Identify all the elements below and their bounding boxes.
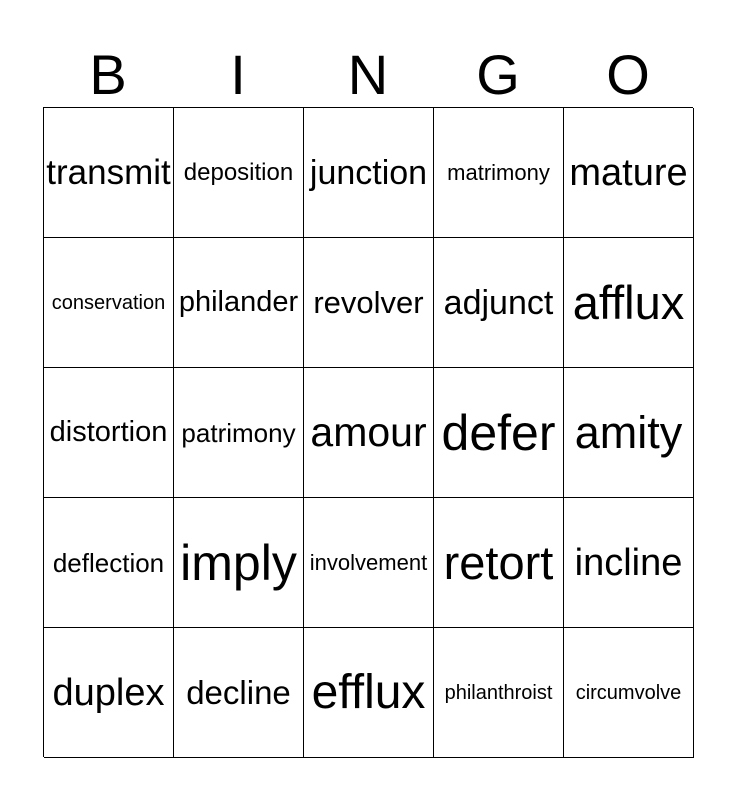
header-letter-b: B xyxy=(89,43,127,106)
bingo-cell[interactable] xyxy=(174,368,304,498)
cell-word: conservation xyxy=(51,291,166,314)
bingo-cell[interactable] xyxy=(304,368,434,498)
bingo-cell[interactable] xyxy=(564,498,694,628)
cell-word: transmit xyxy=(46,153,171,192)
header-letter-n: N xyxy=(347,43,389,106)
bingo-header xyxy=(43,44,693,106)
header-letter-o: O xyxy=(606,43,650,106)
bingo-board xyxy=(43,107,693,757)
bingo-cell[interactable] xyxy=(174,628,304,758)
cell-word: incline xyxy=(574,541,683,584)
bingo-cell[interactable] xyxy=(44,368,174,498)
bingo-cell[interactable] xyxy=(434,108,564,238)
cell-word: patrimony xyxy=(181,417,296,448)
cell-word: retort xyxy=(443,536,554,589)
cell-word: philander xyxy=(178,286,299,318)
bingo-cell[interactable] xyxy=(304,238,434,368)
bingo-cell[interactable] xyxy=(44,108,174,238)
bingo-cell[interactable] xyxy=(44,628,174,758)
bingo-cell[interactable] xyxy=(174,238,304,368)
cell-word: amour xyxy=(310,409,427,455)
bingo-cell[interactable] xyxy=(564,108,694,238)
cell-word: involvement xyxy=(309,549,428,575)
cell-word: matrimony xyxy=(447,159,550,185)
cell-word: deposition xyxy=(183,158,294,186)
cell-word: philanthroist xyxy=(444,681,553,704)
bingo-cell[interactable] xyxy=(304,108,434,238)
cell-word: adjunct xyxy=(443,283,554,322)
bingo-cell[interactable] xyxy=(174,498,304,628)
cell-word: distortion xyxy=(49,416,168,448)
cell-word: deflection xyxy=(52,547,165,578)
cell-word: circumvolve xyxy=(575,681,682,704)
cell-word: defer xyxy=(441,404,556,461)
cell-word: imply xyxy=(180,534,297,591)
cell-word: efflux xyxy=(311,665,426,719)
cell-word: amity xyxy=(574,407,683,458)
header-letter-i: I xyxy=(230,43,246,106)
bingo-cell[interactable] xyxy=(434,238,564,368)
cell-word: decline xyxy=(186,674,291,711)
bingo-cell[interactable] xyxy=(564,238,694,368)
cell-word: junction xyxy=(309,153,428,192)
bingo-cell[interactable] xyxy=(434,628,564,758)
cell-word: revolver xyxy=(313,285,424,320)
bingo-cell[interactable] xyxy=(564,628,694,758)
bingo-cell[interactable] xyxy=(304,628,434,758)
cell-word: afflux xyxy=(572,276,685,329)
header-letter-g: G xyxy=(476,43,520,106)
cell-word: duplex xyxy=(52,671,165,714)
bingo-cell[interactable] xyxy=(44,498,174,628)
bingo-cell[interactable] xyxy=(304,498,434,628)
bingo-cell[interactable] xyxy=(434,368,564,498)
bingo-cell[interactable] xyxy=(564,368,694,498)
bingo-cell[interactable] xyxy=(434,498,564,628)
cell-word: mature xyxy=(569,151,688,194)
bingo-cell[interactable] xyxy=(44,238,174,368)
bingo-cell[interactable] xyxy=(174,108,304,238)
